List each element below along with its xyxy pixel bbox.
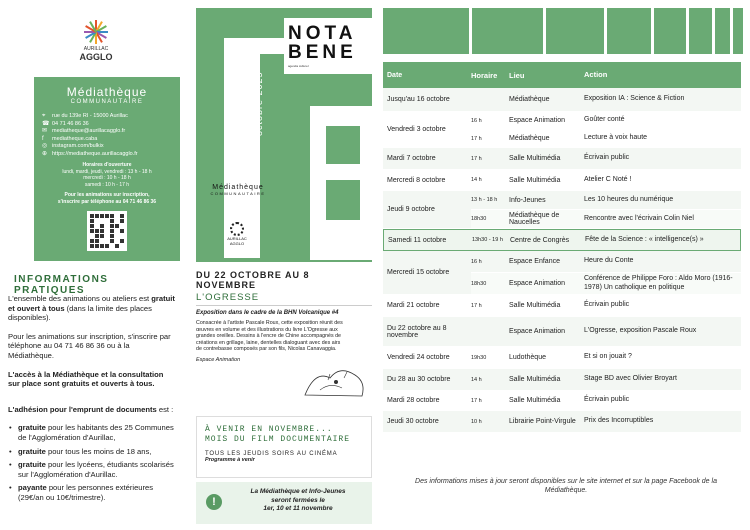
table-row <box>383 347 741 369</box>
event-action: L'Ogresse, exposition Pascale Roux <box>584 327 697 335</box>
membership-item: • payante pour les personnes extérieures (29€/an ou 10€/trimestre). <box>8 483 176 502</box>
qr-module <box>120 229 124 233</box>
event-action: Rencontre avec l'écrivain Colin Niel <box>584 214 694 222</box>
qr-module <box>115 229 119 233</box>
cover-letter-shape <box>326 126 360 164</box>
contact-line: ☎ 04 71 46 86 36 <box>42 120 89 127</box>
event-place: Médiathèque de Naucelles <box>509 212 560 226</box>
event-line <box>471 317 741 346</box>
event-line <box>471 272 741 294</box>
event-line <box>472 230 740 250</box>
qr-module <box>100 234 104 238</box>
event-line <box>471 148 741 169</box>
event-line <box>471 129 741 147</box>
qr-module <box>100 244 104 248</box>
event-action: Heure du Conte <box>584 257 634 265</box>
qr-module <box>100 219 104 223</box>
table-row <box>383 88 741 112</box>
contact-line: f mediatheque.caba <box>42 135 98 142</box>
qr-module <box>110 224 114 228</box>
event-time: 17 h <box>471 135 482 142</box>
header-action: Action <box>584 69 608 79</box>
table-header <box>383 62 741 88</box>
burst-icon <box>84 20 108 44</box>
event-time: 13 h - 18 h <box>471 197 498 203</box>
info-title: INFORMATIONS PRATIQUES <box>14 274 109 296</box>
qr-module <box>105 234 109 238</box>
event-line <box>471 191 741 209</box>
contact-line: ✉ mediatheque@aurillacagglo.fr <box>42 128 126 134</box>
row-date: Vendredi 3 octobre <box>387 126 446 133</box>
event-line <box>471 209 741 228</box>
stripe <box>546 8 603 54</box>
event-action: Exposition IA : Science & Fiction <box>584 95 685 103</box>
qr-module <box>110 239 114 243</box>
event-line <box>471 88 741 111</box>
qr-module <box>120 214 124 218</box>
upcoming-line: TOUS LES JEUDIS SOIRS AU CINÉMA <box>205 451 338 457</box>
event-action: Lecture à voix haute <box>584 134 648 142</box>
table-row <box>383 295 741 317</box>
info-p4: L'adhésion pour l'emprunt de documents est : <box>8 404 174 414</box>
event-line <box>471 411 741 432</box>
stripe <box>689 8 712 54</box>
table-row <box>383 391 741 411</box>
upcoming-note: Programme à venir <box>205 457 255 463</box>
cover-library: Médiathèque COMMUNAUTAIRE <box>210 184 266 196</box>
cover-logo: AURILLAC AGGLO <box>222 222 252 246</box>
qr-module <box>90 229 94 233</box>
qr-module <box>90 234 94 238</box>
location-icon: ⌖ <box>42 113 46 119</box>
event-time: 16 h <box>471 258 482 265</box>
qr-module <box>100 239 104 243</box>
event-place: Espace Animation <box>509 117 566 124</box>
qr-code[interactable] <box>87 211 127 251</box>
header-time: Horaire <box>471 70 498 80</box>
event-time: 19h30 <box>471 354 487 361</box>
expo-date: DU 22 OCTOBRE AU 8 NOVEMBRE <box>196 270 310 290</box>
row-date: Du 22 octobre au 8 novembre <box>387 324 447 339</box>
closure-line3: 1er, 10 et 11 novembre <box>263 505 333 512</box>
qr-module <box>115 224 119 228</box>
stripe <box>472 8 543 54</box>
stripe <box>733 8 743 54</box>
contact-card <box>34 77 180 261</box>
qr-module <box>90 224 94 228</box>
event-place: Espace Enfance <box>509 258 560 265</box>
instagram-icon: ◎ <box>42 143 48 149</box>
event-action: Goûter conté <box>584 116 625 124</box>
qr-module <box>105 224 109 228</box>
table-row <box>383 229 741 251</box>
contact-line: ⌖ rue du 139e RI - 15000 Aurillac <box>42 113 128 119</box>
event-action: Et si on jouait ? <box>584 353 632 361</box>
event-time: 17 h <box>471 397 482 404</box>
table-body <box>383 88 741 433</box>
signup-note: Pour les animations sur inscription, s'inscrire par téléphone au 04 71 46 86 36 <box>57 192 157 205</box>
row-date: Du 28 au 30 octobre <box>387 376 451 383</box>
row-date: Jeudi 30 octobre <box>387 418 439 425</box>
cover-letter-shape <box>326 180 360 220</box>
qr-module <box>105 244 109 248</box>
stripe <box>715 8 730 54</box>
qr-module <box>115 234 119 238</box>
web-icon: ⊕ <box>42 150 48 157</box>
expo-title: L'OGRESSE <box>196 292 372 306</box>
event-time: 18h30 <box>471 280 487 287</box>
event-place: Salle Multimédia <box>509 155 561 162</box>
event-action: Écrivain public <box>584 154 630 162</box>
warning-icon: ! <box>206 494 222 510</box>
upcoming-subtitle: MOIS DU FILM DOCUMENTAIRE <box>205 435 351 444</box>
closure-line2: seront fermées le <box>271 496 325 504</box>
qr-module <box>120 224 124 228</box>
cover-month: octobre 2025 <box>254 71 264 136</box>
qr-module <box>115 239 119 243</box>
event-action: Prix des Incorruptibles <box>584 417 654 425</box>
qr-module <box>100 224 104 228</box>
phone-icon: ☎ <box>42 120 50 127</box>
table-row <box>383 411 741 433</box>
qr-module <box>110 214 114 218</box>
cover <box>196 8 372 262</box>
mail-icon: ✉ <box>42 128 48 134</box>
event-place: Salle Multimédia <box>509 397 561 404</box>
row-date: Jusqu'au 16 octobre <box>387 96 450 103</box>
event-time: 18h30 <box>471 216 487 222</box>
qr-module <box>110 244 114 248</box>
qr-module <box>90 239 94 243</box>
membership-item: • gratuite pour les lycéens, étudiants scolarisés sur l'Agglomération d'Aurillac. <box>8 460 176 479</box>
card-title: Médiathèque <box>66 85 148 99</box>
cover-title: NOTA BENE <box>288 23 357 63</box>
event-time: 17 h <box>471 155 482 162</box>
qr-module <box>90 214 94 218</box>
event-place: Médiathèque <box>509 135 550 142</box>
hours-title: Horaires d'ouverture <box>82 162 132 168</box>
event-time: 17 h <box>471 302 482 309</box>
event-place: Salle Multimédia <box>509 376 561 383</box>
stripe <box>654 8 687 54</box>
info-body <box>8 294 176 507</box>
qr-module <box>105 219 109 223</box>
row-date: Mardi 21 octobre <box>387 302 440 309</box>
facebook-icon: f <box>42 135 44 142</box>
qr-module <box>105 239 109 243</box>
event-place: Médiathèque <box>509 96 550 103</box>
qr-module <box>95 239 99 243</box>
decorative-stripes <box>383 8 743 54</box>
qr-module <box>105 229 109 233</box>
event-action: Les 10 heures du numérique <box>584 195 674 203</box>
event-action: Stage BD avec Olivier Broyart <box>584 375 677 383</box>
event-place: Espace Animation <box>509 280 566 287</box>
logo-circle-icon <box>230 222 244 236</box>
row-date: Samedi 11 octobre <box>388 236 447 244</box>
row-date: Mardi 28 octobre <box>387 397 440 404</box>
event-time: 16 h <box>471 117 482 124</box>
event-place: Info-Jeunes <box>509 196 546 204</box>
qr-module <box>120 234 124 238</box>
qr-module <box>95 229 99 233</box>
footnote: Des informations mises à jour seront disponibles sur le site internet et sur la page Facebook de la Médiathèque. <box>415 478 717 494</box>
logo-line2: AGGLO <box>79 52 113 62</box>
event-line <box>471 347 741 368</box>
qr-module <box>115 219 119 223</box>
qr-module <box>95 214 99 218</box>
card-subtitle: COMMUNAUTAIRE <box>70 99 144 105</box>
row-date: Mardi 7 octobre <box>387 155 436 162</box>
qr-module <box>110 234 114 238</box>
info-p3: L'accès à la Médiathèque et la consultation sur place sont gratuits et ouverts à tous. <box>8 369 164 389</box>
expo-sub: Exposition dans le cadre de la BHN Volcanique #4 <box>196 310 339 316</box>
qr-module <box>120 244 124 248</box>
qr-module <box>120 219 124 223</box>
membership-item: • gratuite pour tous les moins de 18 ans, <box>8 447 176 457</box>
qr-module <box>95 234 99 238</box>
info-p1: L'ensemble des animations ou ateliers est gratuit et ouvert à tous (dans la limite des places disponibles). <box>8 294 175 323</box>
event-line <box>471 251 741 272</box>
events-table <box>383 62 741 433</box>
event-action: Atelier C Noté ! <box>584 175 632 183</box>
qr-module <box>95 244 99 248</box>
event-time: 14 h <box>471 177 482 183</box>
event-line <box>471 391 741 410</box>
event-place: Librairie Point-Virgule <box>509 418 576 425</box>
qr-module <box>120 239 124 243</box>
row-date: Vendredi 24 octobre <box>387 354 450 361</box>
header-date: Date <box>387 71 403 79</box>
membership-list <box>8 423 176 502</box>
event-action: Fête de la Science : « intelligence(s) » <box>585 235 704 243</box>
hours: lundi, mardi, jeudi, vendredi : 13 h - 18 h mercredi : 10 h - 18 h samedi : 10 h - 17 h <box>62 168 152 188</box>
row-date: Jeudi 9 octobre <box>387 206 435 213</box>
qr-module <box>100 229 104 233</box>
ogre-illustration <box>300 360 370 400</box>
event-line <box>471 112 741 129</box>
event-line <box>471 295 741 316</box>
qr-module <box>90 219 94 223</box>
table-row <box>383 251 741 295</box>
contact-line: ⊕ https://mediatheque.aurillacagglo.fr <box>42 150 138 157</box>
event-place: Centre de Congrès <box>510 236 570 244</box>
upcoming-box <box>196 416 372 478</box>
qr-module <box>105 214 109 218</box>
qr-module <box>110 229 114 233</box>
contact-lines <box>42 113 172 158</box>
table-row <box>383 148 741 170</box>
membership-item: • gratuite pour les habitants des 25 Communes de l'Agglomération d'Aurillac, <box>8 423 176 442</box>
event-time: 13h30 - 19 h <box>472 237 503 243</box>
table-row <box>383 191 741 229</box>
event-action: Conférence de Philippe Foro : Aldo Moro (1916-1978) Un catholique en politique <box>584 275 733 291</box>
event-time: 14 h <box>471 376 482 383</box>
stripe <box>607 8 651 54</box>
event-time: 10 h <box>471 418 482 425</box>
qr-module <box>90 244 94 248</box>
closure-notice <box>196 482 372 524</box>
info-p2: Pour les animations sur inscription, s'inscrire par téléphone au 04 71 46 86 36 ou à la Médiathèque. <box>8 331 171 360</box>
agglo-logo <box>76 20 116 62</box>
qr-module <box>110 219 114 223</box>
upcoming-title: À VENIR EN NOVEMBRE... <box>205 425 333 434</box>
stripe <box>383 8 469 54</box>
table-row <box>383 112 741 148</box>
event-place: Espace Animation <box>509 328 566 335</box>
event-line <box>471 170 741 190</box>
logo-line1: AURILLAC <box>83 46 109 52</box>
closure-line1: La Médiathèque et Info-Jeunes <box>250 488 346 495</box>
qr-module <box>100 214 104 218</box>
row-date: Mercredi 15 octobre <box>387 269 450 276</box>
table-row <box>383 317 741 347</box>
row-date: Mercredi 8 octobre <box>387 176 446 184</box>
qr-module <box>95 224 99 228</box>
expo-place: Espace Animation <box>196 356 241 363</box>
table-row <box>383 369 741 391</box>
expo-text: Consacrée à l'artiste Pascale Roux, cette exposition réunit des œuvres en volume et des illustrations du livre L'Ogresse aux grandes oreilles. Dessins à l'encre de Chine accompagnés de créations en grillage, laine, dentelles dialoguant avec des airs de contrebasse composés par son fils, Nicolas Canavaggia. <box>196 320 343 353</box>
table-row <box>383 170 741 191</box>
qr-module <box>115 214 119 218</box>
cover-tagline: agenda culturel <box>288 64 309 68</box>
event-place: Ludothèque <box>509 354 546 361</box>
event-action: Écrivain public <box>584 301 630 309</box>
event-place: Salle Multimédia <box>509 302 561 309</box>
qr-module <box>115 244 119 248</box>
qr-module <box>95 219 99 223</box>
event-action: Écrivain public <box>584 396 630 404</box>
header-place: Lieu <box>509 70 525 80</box>
contact-line: ◎ instagram.com/bulkix <box>42 143 104 149</box>
event-place: Salle Multimédia <box>509 176 561 184</box>
event-line <box>471 369 741 390</box>
